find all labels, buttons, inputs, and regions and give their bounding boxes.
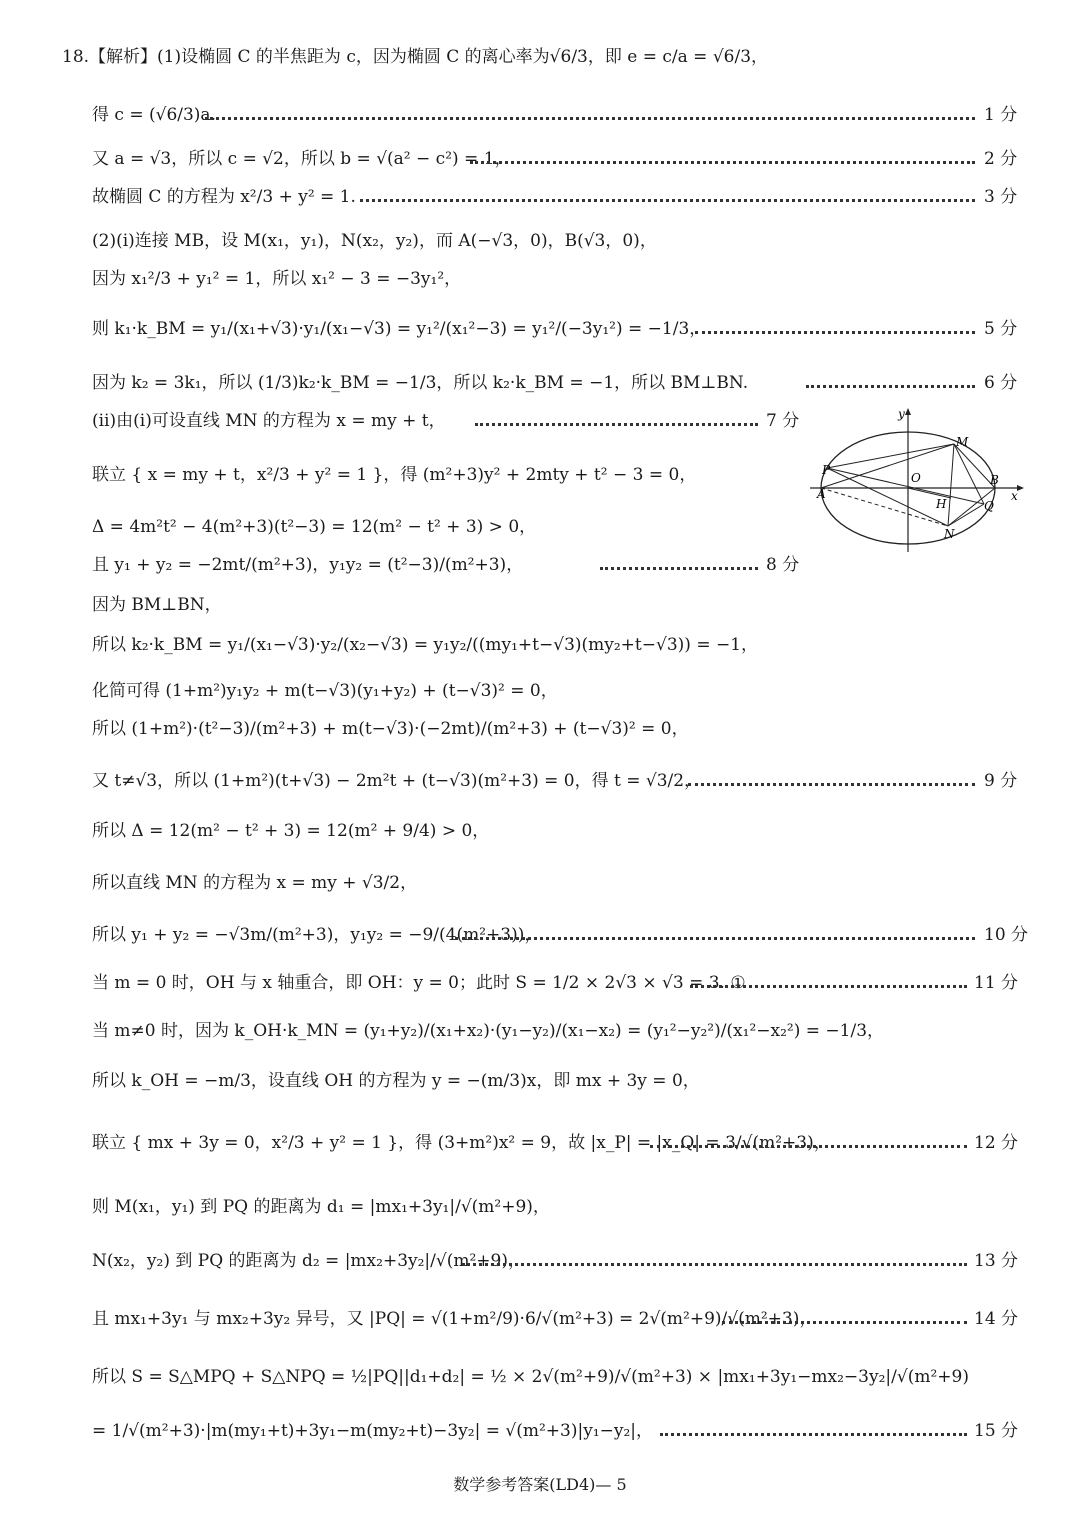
score-leader [475, 410, 758, 432]
ellipse-figure [810, 406, 1024, 552]
page-footer: 数学参考答案(LD4)— 5 [453, 1475, 627, 1494]
score-leader [695, 318, 975, 340]
line-5: (2)(ⅰ)连接 MB，设 M(x₁，y₁)，N(x₂，y₂)，而 A(−√3，0)，B(√3，0)， [92, 231, 657, 251]
line-MN [948, 444, 954, 526]
score-label: 12 分 [974, 1133, 1019, 1153]
score-label: 2 分 [984, 149, 1018, 169]
score-leader [360, 186, 975, 208]
line-23: 所以 k_OH = −m/3，设直线 OH 的方程为 y = −(m/3)x，即 mx + 3y = 0， [92, 1071, 700, 1091]
score-leader [205, 104, 975, 126]
score-leader [690, 972, 967, 994]
score-leader [688, 770, 975, 792]
line-25: 则 M(x₁，y₁) 到 PQ 的距离为 d₁ = |mx₁+3y₁|/√(m²+9)， [92, 1197, 550, 1217]
line-PN [827, 468, 948, 526]
score-label: 7 分 [766, 411, 800, 431]
score-label: 6 分 [984, 373, 1018, 393]
line-AN-dashed [821, 488, 948, 526]
line-17: 又 t≠√3，所以 (1+m²)(t+√3) − 2m²t + (t−√3)(m²+3) = 0，得 t = √3/2， [92, 771, 702, 791]
line-4: 故椭圆 C 的方程为 x²/3 + y² = 1. [92, 187, 356, 207]
label-y: y [898, 407, 905, 421]
label-x: x [1011, 489, 1018, 503]
label-O: O [911, 471, 921, 485]
score-leader [722, 1308, 967, 1330]
score-label: 14 分 [974, 1309, 1019, 1329]
line-MB [954, 444, 995, 488]
line-18: 所以 Δ = 12(m² − t² + 3) = 12(m² + 9/4) > 0， [92, 821, 490, 841]
line-PM [827, 444, 954, 468]
line-21: 当 m = 0 时，OH 与 x 轴重合，即 OH：y = 0；此时 S = 1/2 × 2√3 × √3 = 3. ① [92, 973, 746, 993]
score-label: 13 分 [974, 1251, 1019, 1271]
line-19: 所以直线 MN 的方程为 x = my + √3/2， [92, 873, 418, 893]
line-26: N(x₂，y₂) 到 PQ 的距离为 d₂ = |mx₂+3y₂|/√(m²+9)， [92, 1251, 525, 1271]
line-9: (ⅱ)由(ⅰ)可设直线 MN 的方程为 x = my + t， [92, 411, 446, 431]
label-M: M [956, 435, 969, 449]
line-16: 所以 (1+m²)·(t²−3)/(m²+3) + m(t−√3)·(−2mt)/(m²+3) + (t−√3)² = 0， [92, 719, 689, 739]
line-15: 化简可得 (1+m²)y₁y₂ + m(t−√3)(y₁+y₂) + (t−√3)² = 0， [92, 681, 558, 701]
line-8: 因为 k₂ = 3k₁，所以 (1/3)k₂·k_BM = −1/3，所以 k₂·k_BM = −1，所以 BM⊥BN. [92, 373, 749, 393]
line-3: 又 a = √3，所以 c = √2，所以 b = √(a² − c²) = 1， [92, 149, 512, 169]
score-label: 1 分 [984, 105, 1018, 125]
line-28: 所以 S = S△MPQ + S△NPQ = ½|PQ||d₁+d₂| = ½ × 2√(m²+9)/√(m²+3) × |mx₁+3y₁−mx₂−3y₂|/√(m²+9) [92, 1367, 969, 1387]
line-22: 当 m≠0 时，因为 k_OH·k_MN = (y₁+y₂)/(x₁+x₂)·(y₁−y₂)/(x₁−x₂) = (y₁²−y₂²)/(x₁²−x₂²) = −1/3， [92, 1021, 885, 1041]
score-label: 3 分 [984, 187, 1018, 207]
line-QN [948, 504, 984, 526]
label-N: N [944, 527, 955, 541]
line-24: 联立 { mx + 3y = 0，x²/3 + y² = 1 }，得 (3+m²)x² = 9，故 |x_P| = |x_Q| = 3/√(m²+3)， [92, 1133, 831, 1153]
score-label: 10 分 [984, 925, 1029, 945]
score-leader [600, 554, 758, 576]
line-2: 得 c = (√6/3)a. [92, 105, 216, 125]
line-27: 且 mx₁+3y₁ 与 mx₂+3y₂ 异号，又 |PQ| = √(1+m²/9)·6/√(m²+3) = 2√(m²+9)/√(m²+3)， [92, 1309, 817, 1329]
line-PQ [827, 468, 984, 504]
y-axis-arrow [905, 408, 911, 415]
score-leader [650, 1132, 967, 1154]
score-leader [470, 148, 975, 170]
label-A: A [817, 487, 826, 501]
score-leader [806, 372, 975, 394]
x-axis-arrow [1017, 485, 1024, 491]
score-label: 8 分 [766, 555, 800, 575]
score-label: 11 分 [974, 973, 1019, 993]
label-Q: Q [984, 499, 994, 513]
line-7: 则 k₁·k_BM = y₁/(x₁+√3)·y₁/(x₁−√3) = y₁²/(x₁²−3) = y₁²/(−3y₁²) = −1/3， [92, 319, 707, 339]
line-20: 所以 y₁ + y₂ = −√3m/(m²+3)，y₁y₂ = −9/(4(m²+3))， [92, 925, 542, 945]
label-P: P [822, 463, 831, 477]
score-leader [660, 1420, 967, 1442]
line-6: 因为 x₁²/3 + y₁² = 1，所以 x₁² − 3 = −3y₁²， [92, 269, 462, 289]
line-14: 所以 k₂·k_BM = y₁/(x₁−√3)·y₂/(x₂−√3) = y₁y₂/((my₁+t−√3)(my₂+t−√3)) = −1， [92, 635, 759, 655]
line-12: 且 y₁ + y₂ = −2mt/(m²+3)，y₁y₂ = (t²−3)/(m²+3)， [92, 555, 524, 575]
line-13: 因为 BM⊥BN， [92, 595, 222, 615]
label-H: H [936, 497, 947, 511]
line-11: Δ = 4m²t² − 4(m²+3)(t²−3) = 12(m² − t² + 3) > 0， [92, 517, 537, 537]
line-1: 18.【解析】(1)设椭圆 C 的半焦距为 c，因为椭圆 C 的离心率为√6/3，即 e = c/a = √6/3， [62, 47, 769, 67]
line-10: 联立 { x = my + t，x²/3 + y² = 1 }，得 (m²+3)y² + 2mty + t² − 3 = 0， [92, 465, 697, 485]
score-leader [462, 1250, 967, 1272]
line-QM [954, 444, 984, 504]
score-label: 9 分 [984, 771, 1018, 791]
line-29: = 1/√(m²+3)·|m(my₁+t)+3y₁−m(my₂+t)−3y₂| = √(m²+3)|y₁−y₂|， [92, 1421, 654, 1441]
score-label: 15 分 [974, 1421, 1019, 1441]
score-label: 5 分 [984, 319, 1018, 339]
score-leader [455, 924, 975, 946]
label-B: B [990, 473, 999, 487]
